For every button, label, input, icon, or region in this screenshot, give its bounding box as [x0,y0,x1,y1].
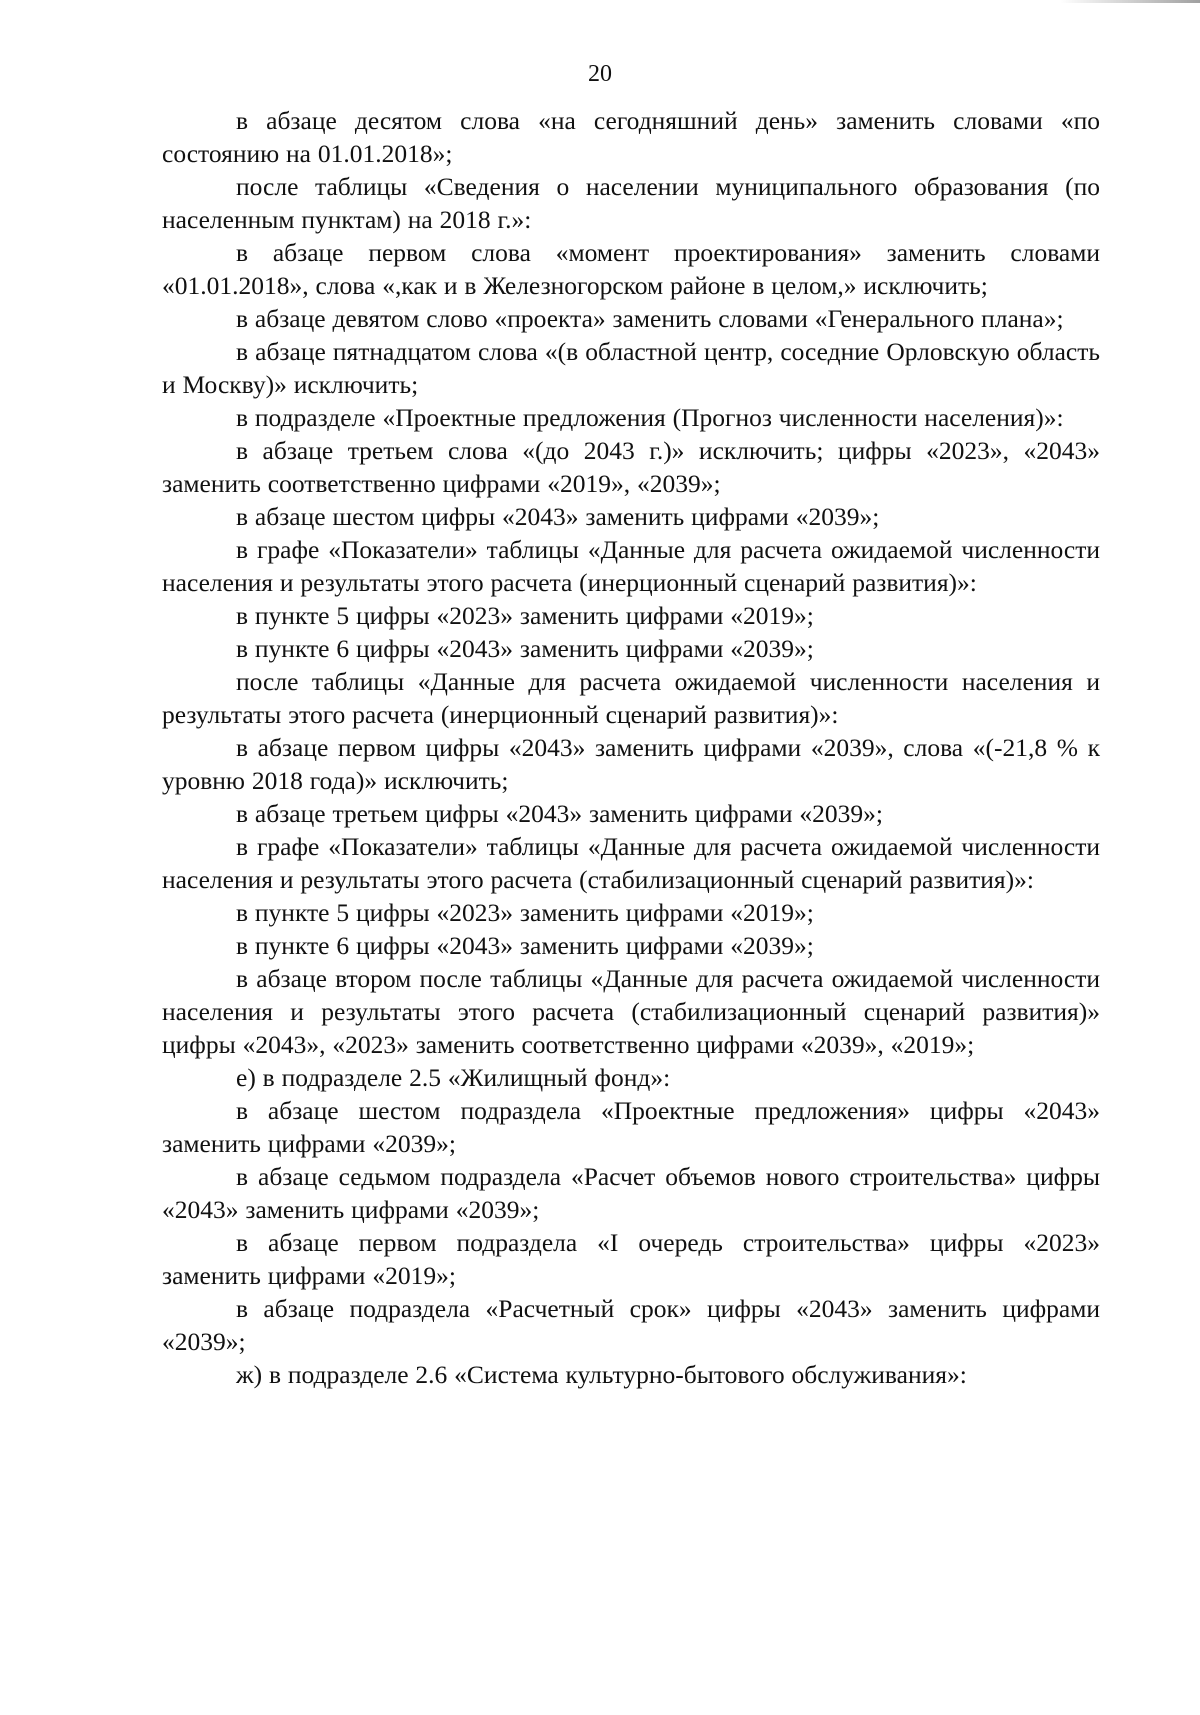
paragraph: в абзаце седьмом подраздела «Расчет объемов нового строительства» цифры «2043» заменить цифрами «2039»; [162,1162,1100,1224]
paragraph: в подразделе «Проектные предложения (Прогноз численности населения)»: [236,403,1064,432]
paragraph: в абзаце первом цифры «2043» заменить цифрами «2039», слова «(-21,8 % к уровню 2018 года)» исключить; [162,733,1100,795]
paragraph: в абзаце шестом цифры «2043» заменить цифрами «2039»; [236,502,880,531]
scan-artifact-line [1060,0,1200,3]
paragraph: в абзаце первом подраздела «I очередь строительства» цифры «2023» заменить цифрами «2019»; [162,1228,1100,1290]
paragraph: в абзаце втором после таблицы «Данные для расчета ожидаемой численности населения и результаты этого расчета (стабилизационный сценарий развития)» цифры «2043», «2023» заменить соответственно цифрами «2039», «2019»; [162,964,1100,1059]
paragraph: в пункте 6 цифры «2043» заменить цифрами «2039»; [236,634,814,663]
paragraph: в пункте 5 цифры «2023» заменить цифрами «2019»; [236,898,814,927]
paragraph: в абзаце первом слова «момент проектирования» заменить словами «01.01.2018», слова «,как и в Железногорском районе в целом,» исключить; [162,238,1100,300]
paragraph: в абзаце девятом слово «проекта» заменить словами «Генерального плана»; [236,304,1064,333]
document-body [162,104,1100,1391]
paragraph: в графе «Показатели» таблицы «Данные для расчета ожидаемой численности населения и результаты этого расчета (стабилизационный сценарий развития)»: [162,832,1100,894]
paragraph: ж) в подразделе 2.6 «Система культурно-бытового обслуживания»: [236,1360,967,1389]
paragraph: в абзаце пятнадцатом слова «(в областной центр, соседние Орловскую область и Москву)» исключить; [162,337,1100,399]
paragraph: в абзаце третьем цифры «2043» заменить цифрами «2039»; [236,799,883,828]
paragraph: е) в подразделе 2.5 «Жилищный фонд»: [236,1063,671,1092]
paragraph: после таблицы «Сведения о населении муниципального образования (по населенным пунктам) на 2018 г.»: [162,172,1100,234]
paragraph: после таблицы «Данные для расчета ожидаемой численности населения и результаты этого расчета (инерционный сценарий развития)»: [162,667,1100,729]
paragraph: в пункте 6 цифры «2043» заменить цифрами «2039»; [236,931,814,960]
paragraph: в абзаце шестом подраздела «Проектные предложения» цифры «2043» заменить цифрами «2039»; [162,1096,1100,1158]
paragraph: в абзаце третьем слова «(до 2043 г.)» исключить; цифры «2023», «2043» заменить соответственно цифрами «2019», «2039»; [162,436,1100,498]
paragraph: в пункте 5 цифры «2023» заменить цифрами «2019»; [236,601,814,630]
paragraph: в абзаце подраздела «Расчетный срок» цифры «2043» заменить цифрами «2039»; [162,1294,1100,1356]
paragraph: в графе «Показатели» таблицы «Данные для расчета ожидаемой численности населения и результаты этого расчета (инерционный сценарий развития)»: [162,535,1100,597]
page-number: 20 [588,61,612,87]
paragraph: в абзаце десятом слова «на сегодняшний день» заменить словами «по состоянию на 01.01.2018»; [162,106,1100,168]
